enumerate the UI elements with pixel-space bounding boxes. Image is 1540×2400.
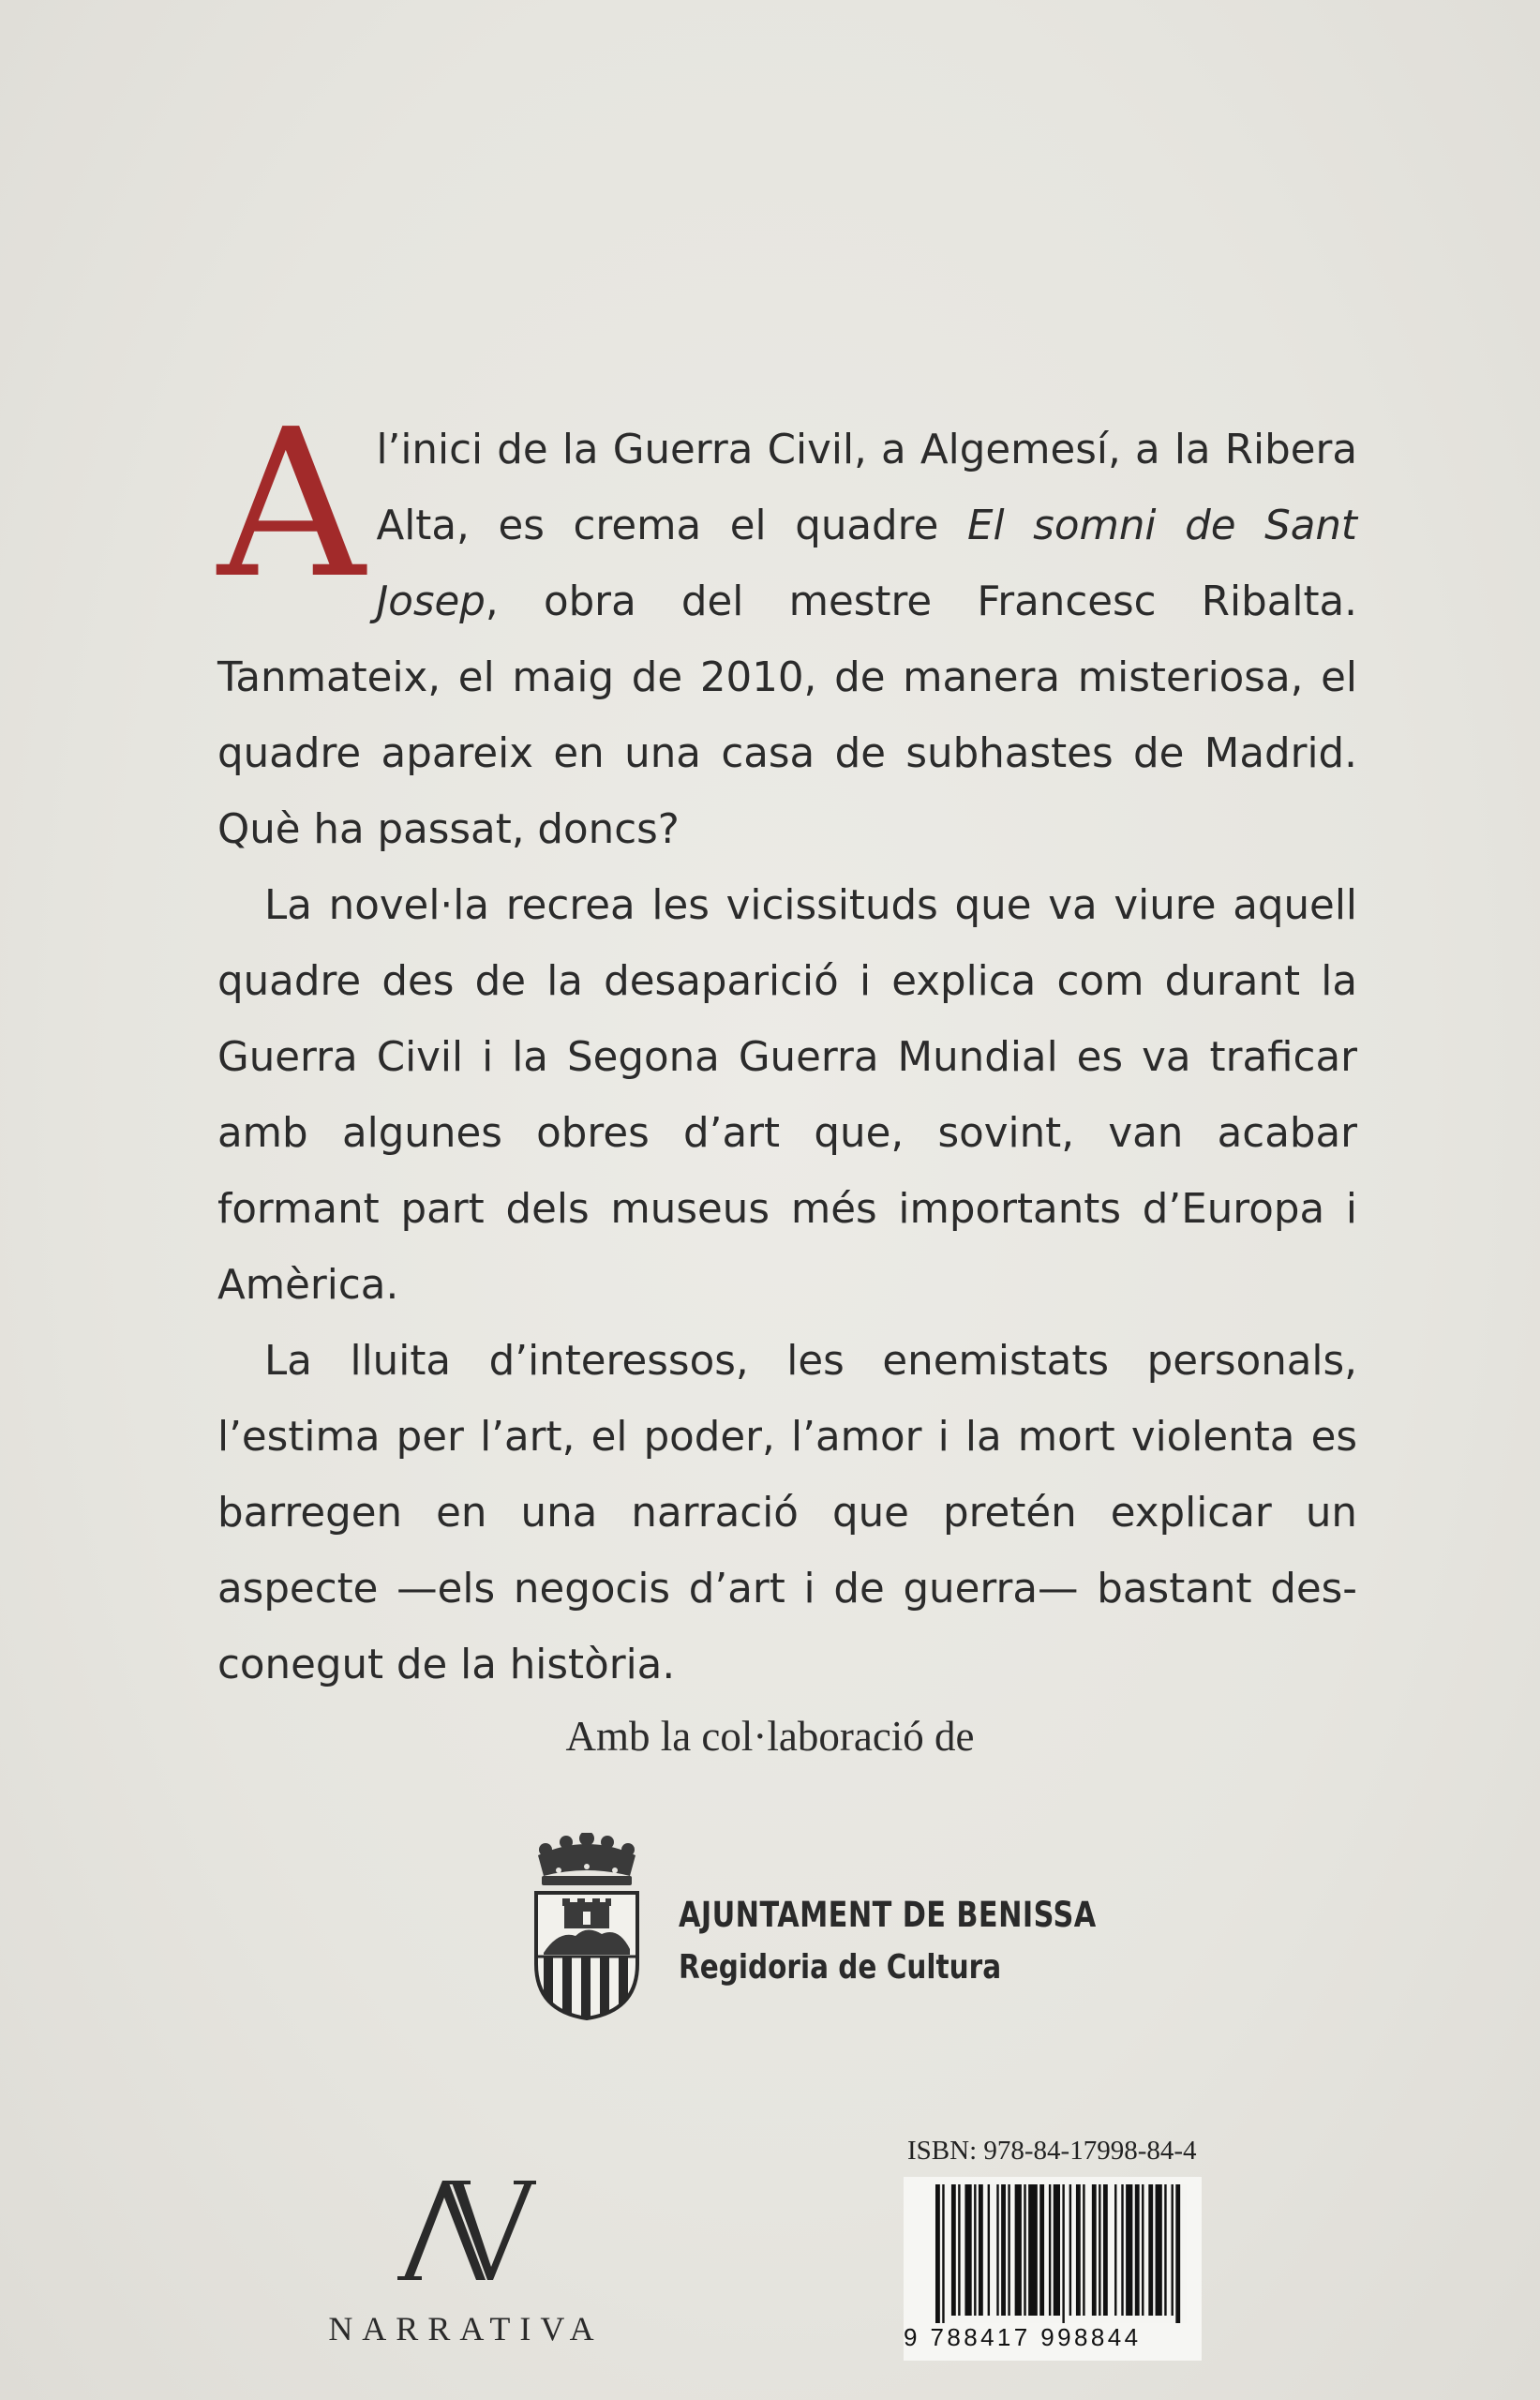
barcode-bar: [1114, 2184, 1116, 2316]
painting-title: El somni de Sant Josep: [376, 502, 1357, 625]
paragraph-1: [217, 386, 1357, 868]
paragraph-1-text-start: l’inici de la Guerra Civil, a Algemesí, a la Ribera Alta, es crema el quadre: [376, 427, 1357, 549]
av-monogram-logo: [396, 2175, 536, 2288]
sponsor-block: [531, 1833, 1097, 2020]
barcode-bar: [1121, 2184, 1123, 2316]
ean-barcode-icon: [934, 2184, 1187, 2323]
sponsor-text: [679, 1895, 1188, 1987]
barcode-bar: [974, 2184, 976, 2316]
barcode-bar: [1126, 2184, 1132, 2316]
barcode-bar: [1008, 2184, 1009, 2316]
barcode-bar: [1054, 2184, 1060, 2316]
barcode-bar: [1083, 2184, 1084, 2316]
barcode-bar: [1062, 2184, 1064, 2323]
barcode-bar: [1142, 2184, 1144, 2316]
barcode-bar: [1076, 2184, 1081, 2316]
barcode-bar: [964, 2184, 971, 2316]
barcode-bar: [1001, 2184, 1006, 2316]
barcode-bar: [951, 2184, 956, 2316]
barcode-bar: [1049, 2184, 1051, 2316]
barcode-bar: [942, 2184, 944, 2323]
barcode-bar: [1135, 2184, 1140, 2316]
collaboration-label: Amb la col·laboració de: [565, 1713, 975, 1760]
isbn-label: ISBN: 978-84-17998-84-4: [907, 2136, 1197, 2166]
barcode-bar: [1164, 2184, 1166, 2316]
drop-cap: A: [217, 386, 366, 623]
municipal-coat-of-arms-icon: [531, 1833, 643, 2020]
barcode-bar: [958, 2184, 960, 2316]
barcode-bar: [1103, 2184, 1108, 2316]
barcode-bar: [1156, 2184, 1162, 2316]
paragraph-1-text-end: , obra del mestre Francesc Ribalta. Tanmateix, el maig de 2010, de manera misteriosa, el quadre apareix en una casa de subhastes de Madrid. Què ha passat, doncs?: [217, 578, 1357, 853]
barcode-bar: [1024, 2184, 1025, 2316]
paragraph-3: La lluita d’interessos, les enemistats personals, l’estima per l’art, el poder, l’amor i la mort violenta es barregen en una narració que pretén explicar un aspecte —els negocis d’art i de guerra— bastant desconegut de la història.: [217, 1338, 1357, 1688]
synopsis-text: [217, 386, 1357, 1703]
barcode-bar: [1171, 2184, 1173, 2316]
paragraph-2: La novel·la recrea les vicissituds que va viure aquell quadre des de la desaparició i explica com durant la Guerra Civil i la Segona Guerra Mundial es va traficar amb algunes obres d’art que, sovint, van acabar formant part dels museus més importants d’Europa i Amèrica.: [217, 882, 1357, 1309]
sponsor-name: AJUNTAMENT DE BENISSA: [679, 1895, 1097, 1935]
barcode-bar: [979, 2184, 983, 2316]
barcode-bar: [996, 2184, 998, 2316]
sponsor-department: Regidoria de Cultura: [679, 1948, 1002, 1987]
isbn-block: [904, 2136, 1222, 2361]
barcode-bar: [1015, 2184, 1022, 2316]
publisher-imprint-label: NARRATIVA: [328, 2310, 604, 2348]
barcode-bar: [935, 2184, 940, 2323]
barcode-bar: [1148, 2184, 1153, 2316]
barcode-bar: [1092, 2184, 1097, 2316]
barcode-bar: [1039, 2184, 1044, 2316]
barcode-digits: 9 788417 998844: [904, 2323, 1142, 2351]
barcode-bar: [1028, 2184, 1038, 2316]
publisher-block: [292, 2175, 639, 2362]
barcode-bar: [988, 2184, 990, 2316]
barcode-bar: [1175, 2184, 1180, 2323]
barcode-bar: [1099, 2184, 1100, 2316]
barcode-bar: [1069, 2184, 1071, 2316]
